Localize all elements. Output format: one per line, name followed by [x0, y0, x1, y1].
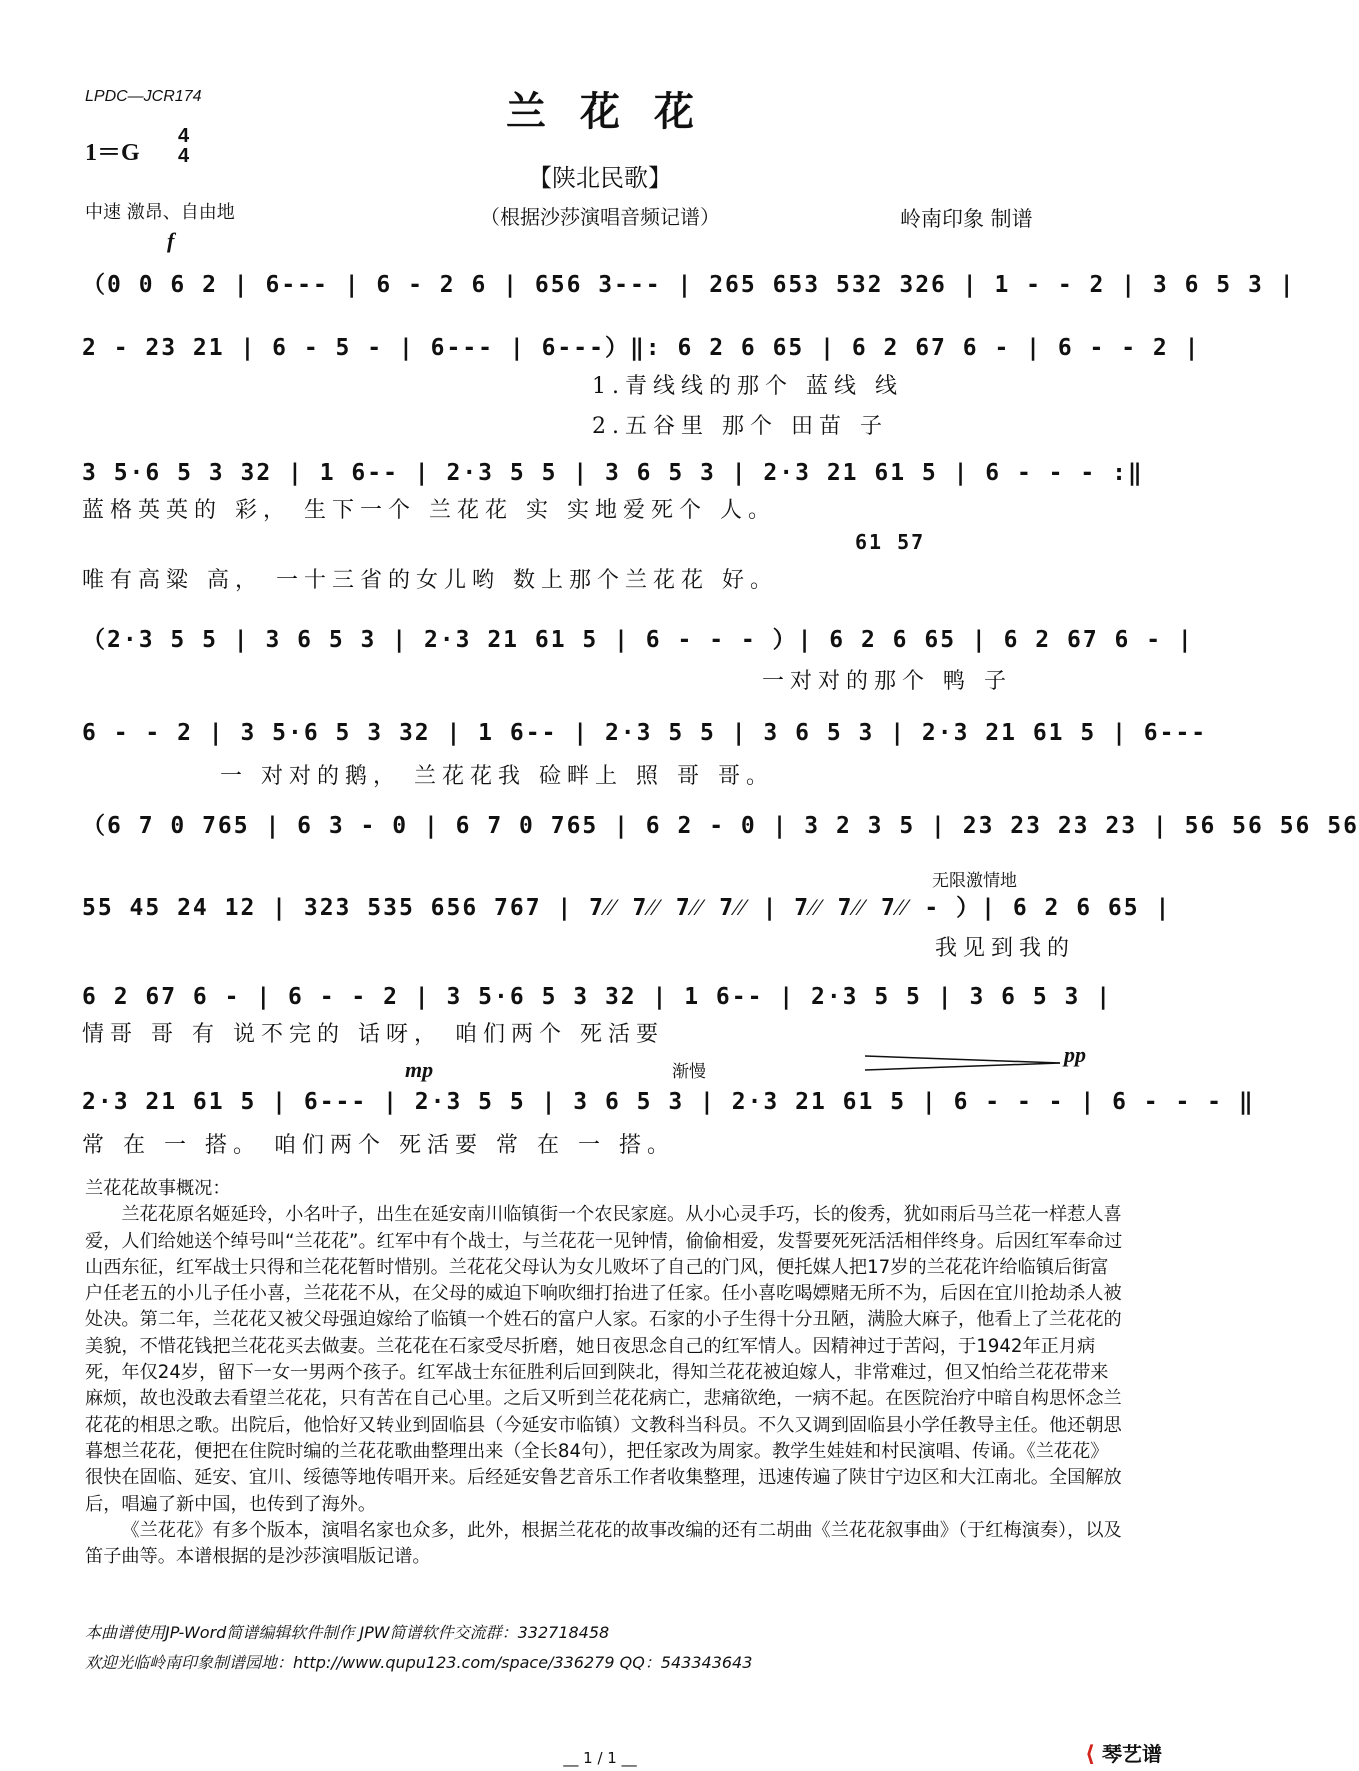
footer-software-note: 本曲谱使用JP-Word简谱编辑软件制作 JPW简谱软件交流群：332718458 [85, 1623, 610, 1642]
meter-top: 4 [178, 125, 190, 147]
story-section [85, 1176, 1125, 1570]
score-row-9: 2·3 21 61 5 | 6--- | 2·3 5 5 | 3 6 5 3 | 2·3 21 61 5 | 6 - - - | 6 - - - ‖ [82, 1089, 1255, 1115]
score-row-3: 3 5·6 5 3 32 | 1 6-- | 2·3 5 5 | 3 6 5 3 | 2·3 21 61 5 | 6 - - - :‖ [82, 460, 1144, 486]
story-heading: 兰花花故事概况： [85, 1178, 231, 1199]
page-number: __ 1 / 1 __ [563, 1749, 637, 1767]
site-logo [1085, 1738, 1162, 1767]
score-row-5: 6 - - 2 | 3 5·6 5 3 32 | 1 6-- | 2·3 5 5 | 3 6 5 3 | 2·3 21 61 5 | 6--- [82, 720, 1208, 746]
alternate-notes: 61 57 [855, 530, 926, 554]
dynamic-pp: pp [1064, 1042, 1086, 1067]
logo-text: 琴艺谱 [1102, 1742, 1163, 1766]
lyric-verse-1: 1.青线线的那个 蓝线 线 [592, 374, 903, 399]
decrescendo-hairpin [865, 1052, 1065, 1074]
score-row-7: 55 45 24 12 | 323 535 656 767 | 7⁄⁄ 7⁄⁄ 7⁄⁄ 7⁄⁄ | 7⁄⁄ 7⁄⁄ 7⁄⁄ - ）| 6 2 6 65 | [82, 895, 1172, 921]
song-title: 兰花花 [506, 88, 728, 135]
meter-bottom: 4 [178, 145, 190, 167]
lyric-row-8: 情哥 哥 有 说不完的 话呀， 咱们两个 死活要 [82, 1022, 664, 1047]
score-row-8: 6 2 67 6 - | 6 - - 2 | 3 5·6 5 3 32 | 1 6-- | 2·3 5 5 | 3 6 5 3 | [82, 984, 1113, 1010]
ritardando-marking: 渐慢 [672, 1062, 706, 1081]
transcription-basis: （根据沙莎演唱音频记谱） [480, 205, 720, 229]
lyric-row-3b: 唯有高粱 高， 一十三省的女儿哟 数上那个兰花花 好。 [82, 568, 778, 593]
lyric-row-7: 我见到我的 [935, 936, 1076, 961]
lyric-row-3a: 蓝格英英的 彩， 生下一个 兰花花 实 实地爱死个 人。 [82, 498, 776, 523]
dynamic-mp: mp [405, 1057, 434, 1082]
genre-label: 【陕北民歌】 [528, 164, 672, 192]
score-code: LPDC—JCR174 [85, 88, 202, 105]
lyric-row-4: 一对对的那个 鸭 子 [762, 669, 1012, 694]
lyric-row-9: 常 在 一 搭。 咱们两个 死活要 常 在 一 搭。 [82, 1133, 675, 1158]
expression-marking: 无限激情地 [932, 871, 1017, 890]
story-paragraph-2: 《兰花花》有多个版本，演唱名家也众多，此外，根据兰花花的故事改编的还有二胡曲《兰花花叙事曲》（于红梅演奏），以及笛子曲等。本谱根据的是沙莎演唱版记谱。 [85, 1519, 1122, 1568]
score-row-4: （2·3 5 5 | 3 6 5 3 | 2·3 21 61 5 | 6 - - - ）| 6 2 6 65 | 6 2 67 6 - | [82, 627, 1194, 653]
transcriber: 岭南印象 制谱 [900, 207, 1033, 231]
lyric-verse-2: 2.五谷里 那个 田苗 子 [592, 414, 888, 439]
score-row-1: （0 0 6 2 | 6--- | 6 - 2 6 | 656 3--- | 265 653 532 326 | 1 - - 2 | 3 6 5 3 | [82, 272, 1296, 298]
footer-website-link[interactable]: 欢迎光临岭南印象制谱园地：http://www.qupu123.com/space/336279 QQ：543343643 [85, 1653, 753, 1672]
logo-icon: ⟨ [1085, 1742, 1096, 1767]
tempo-marking: 中速 激昂、自由地 [85, 202, 235, 223]
dynamic-f: f [167, 228, 175, 253]
score-row-2: 2 - 23 21 | 6 - 5 - | 6--- | 6---）‖: 6 2 6 65 | 6 2 67 6 - | 6 - - 2 | [82, 335, 1201, 361]
story-paragraph-1: 兰花花原名姬延玲，小名叶子，出生在延安南川临镇街一个农民家庭。从小心灵手巧，长的俊秀，犹如雨后马兰花一样惹人喜爱，人们给她送个绰号叫“兰花花”。红军中有个战士，与兰花花一见钟情，偷偷相爱，发誓要死死活活相伴终身。后因红军奉命过山西东征，红军战士只得和兰花花暂时惜别。兰花花父母认为女儿败坏了自己的门风，便托媒人把17岁的兰花花许给临镇后街富户任老五的小儿子任小喜，兰花花不从，在父母的威迫下响吹细打抬进了任家。任小喜吃喝嫖赌无所不为，后因在宜川抢劫杀人被处决。第二年，兰花花又被父母强迫嫁给了临镇一个姓石的富户人家。石家的小子生得十分丑陋，满脸大麻子，他看上了兰花花的美貌，不惜花钱把兰花花买去做妻。兰花花在石家受尽折磨，她日夜思念自己的红军情人。因精神过于苦闷，于1942年正月病死，年仅24岁，留下一女一男两个孩子。红军战士东征胜利后回到陕北，得知兰花花被迫嫁人，非常难过，但又怕给兰花花带来麻烦，故也没敢去看望兰花花，只有苦在自己心里。之后又听到兰花花病亡，悲痛欲绝，一病不起。在医院治疗中暗自构思怀念兰花花的相思之歌。出院后，他恰好又转业到固临县（今延安市临镇）文教科当科员。不久又调到固临县小学任教导主任。他还朝思暮想兰花花，便把在住院时编的兰花花歌曲整理出来（全长84句），把任家改为周家。教学生娃娃和村民演唱、传诵。《兰花花》很快在固临、延安、宜川、绥德等地传唱开来。后经延安鲁艺音乐工作者收集整理，迅速传遍了陕甘宁边区和大江南北。全国解放后，唱遍了新中国，也传到了海外。 [85, 1204, 1123, 1515]
score-row-6: （6 7 0 765 | 6 3 - 0 | 6 7 0 765 | 6 2 - 0 | 3 2 3 5 | 23 23 23 23 | 56 56 56 56 [82, 813, 1359, 839]
lyric-row-5: 一 对对的鹅， 兰花花我 硷畔上 照 哥 哥。 [220, 764, 774, 789]
key-signature: 1＝G [85, 140, 140, 166]
